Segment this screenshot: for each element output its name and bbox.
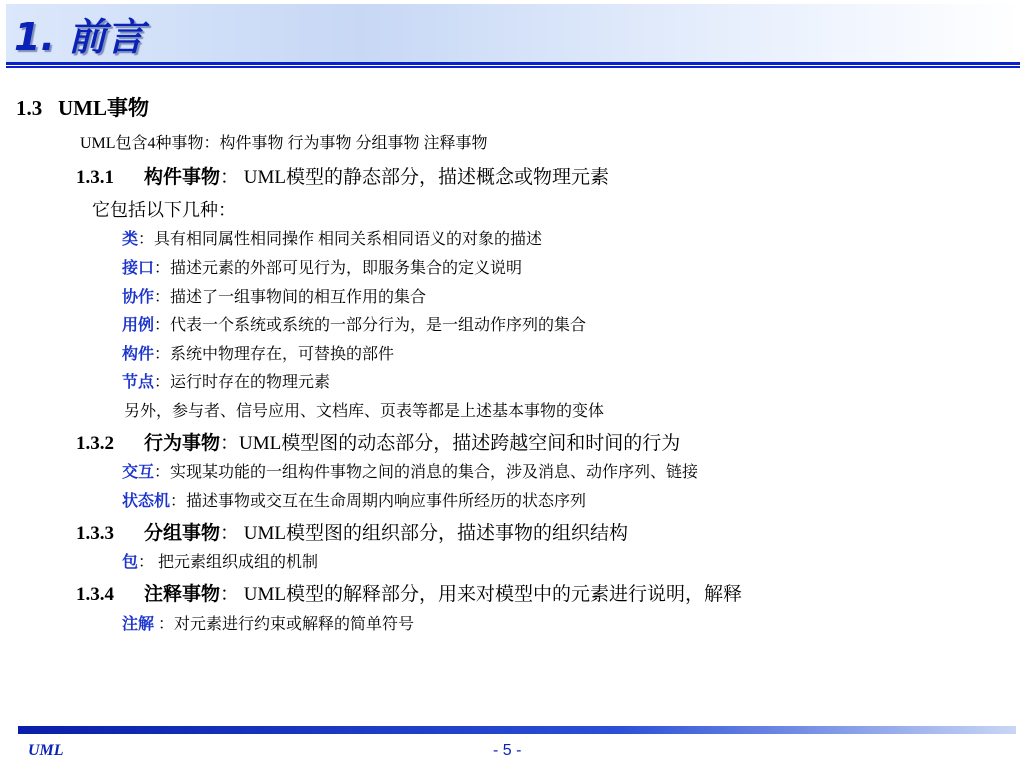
list-item bbox=[122, 341, 394, 364]
item-text: ：对元素进行约束或解释的简单符号 bbox=[154, 616, 415, 633]
subsection-desc: ： UML模型的静态部分，描述概念或物理元素 bbox=[220, 167, 609, 188]
subsection-name: 注释事物 bbox=[144, 584, 221, 605]
item-text: ：运行时存在的物理元素 bbox=[154, 374, 331, 391]
list-item bbox=[122, 488, 586, 511]
subsection-desc: ：UML模型图的动态部分，描述跨越空间和时间的行为 bbox=[220, 433, 681, 454]
list-item bbox=[122, 284, 426, 307]
item-text: ：具有相同属性相同操作 相同关系相同语义的对象的描述 bbox=[138, 231, 543, 248]
footer-label: UML bbox=[28, 742, 64, 759]
section-heading-label: UML事物 bbox=[58, 96, 149, 120]
item-text: ：描述事物或交互在生命周期内响应事件所经历的状态序列 bbox=[170, 493, 587, 510]
subsection-number: 1.3.1 bbox=[76, 167, 114, 188]
item-text: ： 把元素组织成组的机制 bbox=[138, 554, 319, 571]
list-item bbox=[122, 549, 318, 572]
subsection-sub-text: 它包括以下几种： bbox=[92, 200, 236, 220]
slide-title: 1. 前言 bbox=[14, 15, 145, 59]
item-text: ：描述了一组事物间的相互作用的集合 bbox=[154, 289, 427, 306]
list-item bbox=[122, 226, 542, 249]
item-term: 节点 bbox=[122, 374, 155, 391]
list-item bbox=[122, 312, 586, 335]
list-item bbox=[122, 459, 698, 482]
item-text: ：描述元素的外部可见行为，即服务集合的定义说明 bbox=[154, 260, 523, 277]
page-number: - 5 - bbox=[493, 742, 522, 759]
item-term: 状态机 bbox=[122, 493, 171, 510]
item-text: ：系统中物理存在，可替换的部件 bbox=[154, 346, 395, 363]
list-item bbox=[122, 611, 414, 634]
subsection-number: 1.3.4 bbox=[76, 584, 114, 605]
subsection-number: 1.3.2 bbox=[76, 433, 114, 454]
intro-text: UML包含4种事物：构件事物 行为事物 分组事物 注释事物 bbox=[80, 135, 488, 152]
section-heading-number: 1.3 bbox=[16, 96, 43, 120]
slide-title-bar bbox=[6, 4, 1020, 65]
item-text: ：代表一个系统或系统的一部分行为，是一组动作序列的集合 bbox=[154, 317, 587, 334]
subsection-1-3-2 bbox=[76, 428, 680, 455]
subsection-1-3-1 bbox=[76, 162, 609, 189]
subsection-1-3-4 bbox=[76, 579, 742, 606]
item-term: 包 bbox=[122, 554, 139, 571]
item-text: ：实现某功能的一组构件事物之间的消息的集合，涉及消息、动作序列、链接 bbox=[154, 464, 699, 481]
item-term: 接口 bbox=[122, 260, 155, 277]
list-item bbox=[122, 369, 330, 392]
item-term: 交互 bbox=[122, 464, 155, 481]
subsection-desc: ： UML模型的解释部分，用来对模型中的元素进行说明，解释 bbox=[220, 584, 742, 605]
subsection-1-3-3 bbox=[76, 518, 628, 545]
item-term: 协作 bbox=[122, 289, 155, 306]
item-term: 构件 bbox=[122, 346, 155, 363]
subsection-number: 1.3.3 bbox=[76, 523, 114, 544]
title-divider bbox=[6, 66, 1020, 68]
section-heading bbox=[16, 92, 149, 122]
variant-note: 另外，参与者、信号应用、文档库、页表等都是上述基本事物的变体 bbox=[124, 403, 605, 420]
footer-bar bbox=[18, 726, 1016, 734]
subsection-name: 构件事物 bbox=[144, 167, 221, 188]
subsection-name: 行为事物 bbox=[144, 433, 221, 454]
item-term: 类 bbox=[122, 231, 139, 248]
subsection-desc: ： UML模型图的组织部分，描述事物的组织结构 bbox=[220, 523, 628, 544]
subsection-name: 分组事物 bbox=[144, 523, 221, 544]
item-term: 注解 bbox=[122, 616, 155, 633]
list-item bbox=[122, 255, 522, 278]
item-term: 用例 bbox=[122, 317, 155, 334]
